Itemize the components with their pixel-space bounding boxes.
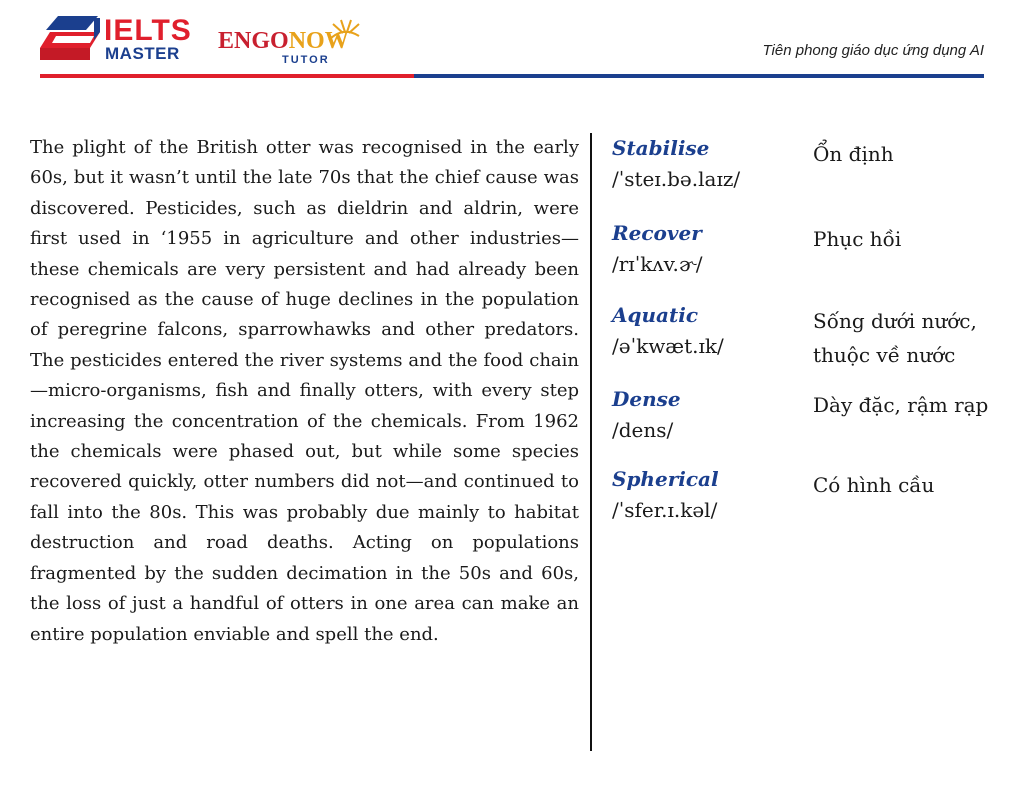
vocab-word: Spherical — [612, 467, 719, 491]
engonow-logo-text — [218, 28, 349, 54]
vocab-meaning: Dày đặc, rậm rạp — [813, 393, 989, 417]
vocab-entry-spherical — [612, 464, 1012, 544]
master-logo-text: MASTER — [105, 44, 180, 63]
header-rule-blue — [414, 74, 984, 78]
vocab-meaning: Có hình cầu — [813, 473, 935, 497]
vocabulary-list — [612, 133, 1012, 544]
header-rule-red — [40, 74, 414, 78]
column-divider — [590, 133, 592, 751]
tutor-logo-text: TUTOR — [282, 54, 330, 66]
vocab-meaning: Ổn định — [813, 142, 894, 166]
ielts-master-logo[interactable] — [38, 12, 203, 67]
vocab-word: Dense — [612, 387, 681, 411]
now-logo-part: NOW — [288, 28, 349, 54]
reading-passage: The plight of the British otter was recognised in the early 60s, but it wasn’t until the late 70s that the chief cause was discovered. Pesticides, such as dieldrin and aldrin, were first used in ‘1955 in agriculture and other industries—these chemicals are very persistent and had already been recognised as the cause of huge declines in the population of peregrine falcons, sparrowhawks and other predators. The pesticides entered the river systems and the food chain—micro-organisms, fish and finally otters, with every step increasing the concentration of the chemicals. From 1962 the chemicals were phased out, but while some species recovered quickly, otter numbers did not—and continued to fall into the 80s. This was probably due mainly to habitat destruction and road deaths. Acting on populations fragmented by the sudden decimation in the 50s and 60s, the loss of just a handful of otters in one area can make an entire population enviable and spell the end. — [30, 137, 579, 645]
tagline: Tiên phong giáo dục ứng dụng AI — [762, 42, 984, 59]
vocab-entry-recover — [612, 218, 1012, 300]
book-stack-icon — [38, 12, 102, 66]
vocab-meaning: Phục hồi — [813, 227, 902, 251]
vocab-entry-stabilise — [612, 133, 1012, 218]
vocab-ipa: /ˈsfer.ɪ.kəl/ — [612, 498, 718, 522]
vocab-ipa: /rɪˈkʌv.ɚ/ — [612, 252, 703, 276]
engo-logo-part: ENGO — [218, 28, 289, 54]
vocab-ipa: /ˈsteɪ.bə.laɪz/ — [612, 167, 741, 191]
vocab-word: Recover — [612, 221, 702, 245]
vocab-ipa: /əˈkwæt.ɪk/ — [612, 334, 724, 358]
vocab-word: Stabilise — [612, 136, 710, 160]
vocab-entry-dense — [612, 384, 1012, 464]
ielts-logo-text: IELTS — [104, 14, 192, 47]
vocab-ipa: /dens/ — [612, 418, 674, 442]
vocab-word: Aquatic — [612, 303, 699, 327]
engonow-tutor-logo[interactable] — [218, 18, 368, 68]
vocab-entry-aquatic — [612, 300, 1012, 384]
vocab-meaning: Sống dưới nước, thuộc về nước — [813, 309, 977, 367]
header — [0, 0, 1024, 82]
